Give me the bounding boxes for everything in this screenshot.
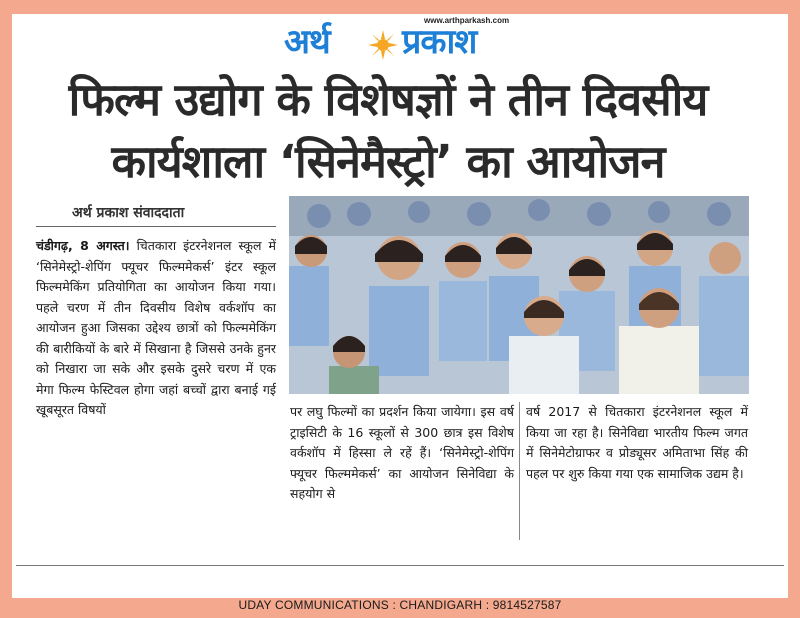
article-column-3: [526, 402, 748, 484]
dateline: चंडीगढ़, 8 अगस्त।: [36, 238, 130, 253]
masthead-name-left: अर्थ: [284, 22, 330, 62]
byline-divider: [36, 226, 276, 227]
article-column-1: [36, 236, 276, 421]
sun-icon: [368, 30, 398, 60]
article-text-col3: वर्ष 2017 से चितकारा इंटरनेशनल स्कूल में किया जा रहा है। सिनेविद्या भारतीय फिल्म जगत में सिनेमेटोग्राफर व प्रोड्यूसर अमिताभा सिंह की पहल पर शुरु किया गया एक सामाजिक उद्यम है।: [526, 404, 748, 481]
bottom-divider: [16, 565, 784, 566]
article-text-col2: पर लघु फिल्मों का प्रदर्शन किया जायेगा। इस वर्ष ट्राइसिटी के 16 स्कूलों से 300 छात्र इस विशेष वर्कशॉप में हिस्सा ले रहें हैं। ‘सिनेमेस्ट्रो-शेपिंग फ्यूचर फिल्ममेकर्स’ का आयोजन सिनेविद्या के सहयोग से: [290, 404, 514, 501]
byline: अर्थ प्रकाश संवाददाता: [72, 205, 185, 221]
article-text-col1: चितकारा इंटरनेशनल स्कूल में ‘सिनेमेस्ट्रो-शेपिंग फ्यूचर फिल्ममेकर्स’ इंटर स्कूल फिल्ममेकिंग प्रतियोगिता का आयोजन किया गया। पहले चरण में तीन दिवसीय विशेष वर्कशॉप का आयोजन हुआ जिसका उद्देश्य छात्रों को फिल्ममेकिंग की बारीकियों के बारे में सिखाना है जिससे उनके हुनर को निखारा जा सके और इसके दुसरे चरण में एक मेगा फिल्म फेस्टिवल होगा जहां बच्चों द्वारा बनाई गई खूबसूरत विषयों: [36, 238, 276, 417]
article-column-2: [290, 402, 514, 505]
masthead-logo: [278, 16, 522, 68]
footer-credit: UDAY COMMUNICATIONS : CHANDIGARH : 9814527587: [238, 598, 562, 612]
students-photo: [289, 196, 749, 394]
students-group-illustration: [289, 196, 749, 394]
headline-line-2: कार्यशाला ‘सिनेमैस्ट्रो’ का आयोजन: [111, 135, 665, 188]
website-url: www.arthparkash.com: [424, 16, 510, 25]
masthead-name-right: प्रकाश: [402, 22, 477, 62]
headline-line-1: फिल्म उद्योग के विशेषज्ञों ने तीन दिवसीय: [68, 73, 708, 126]
column-divider: [519, 402, 520, 540]
